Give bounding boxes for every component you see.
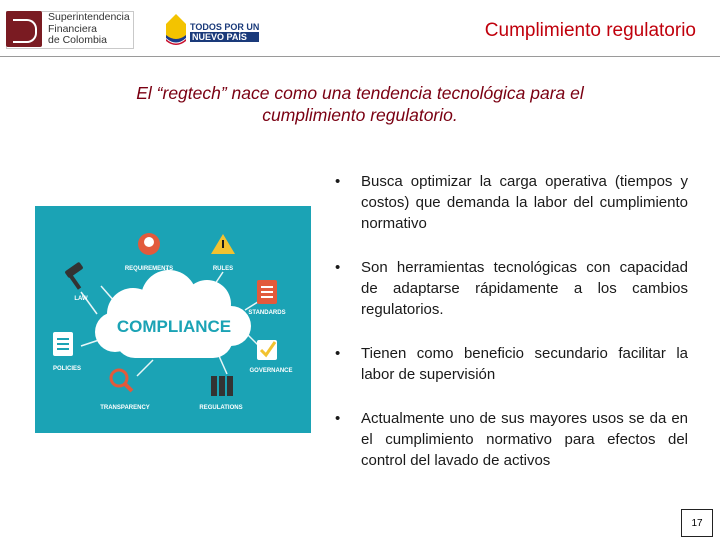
superintendencia-logo (6, 11, 134, 49)
logo-line: TODOS POR UN (190, 22, 260, 32)
policies-document-icon (53, 332, 73, 356)
governance-checkbox-icon (257, 340, 277, 360)
law-gavel-icon (64, 262, 83, 290)
governance-label: GOVERNANCE (249, 368, 293, 374)
compliance-label: COMPLIANCE (116, 317, 232, 336)
compliance-diagram (35, 206, 311, 433)
transparency-label: TRANSPARENCY (100, 405, 150, 411)
standards-clipboard-icon (257, 280, 277, 304)
colombia-flag-icon (162, 11, 190, 49)
rules-label: RULES (212, 266, 234, 272)
law-label: LAW (74, 296, 88, 302)
bullet-text: Actualmente uno de sus mayores usos se da en el cumplimiento normativo para efectos del control del lavado de activos (361, 410, 688, 469)
bullet-item (335, 343, 688, 385)
bullet-marker: • (335, 410, 341, 427)
bullet-marker: • (335, 173, 341, 190)
logo-line: Superintendencia (48, 11, 130, 23)
regulations-label: REGULATIONS (199, 405, 243, 411)
rules-warning-icon (211, 234, 235, 254)
bullet-item (335, 171, 688, 234)
slide-title: Cumplimiento regulatorio (484, 20, 696, 41)
bullet-item (335, 408, 688, 471)
requirements-label: REQUIREMENTS (124, 266, 174, 272)
logo-line: de Colombia (48, 34, 107, 46)
policies-label: POLICIES (52, 366, 82, 372)
page-number: 17 (681, 509, 713, 537)
regulations-binders-icon (211, 376, 233, 396)
bullet-marker: • (335, 345, 341, 362)
subtitle-line: cumplimiento regulatorio. (262, 105, 458, 125)
slide-subtitle (60, 82, 660, 126)
header-divider (0, 56, 720, 57)
bullet-list (335, 171, 688, 494)
requirements-icon (138, 233, 160, 255)
standards-label: STANDARDS (248, 310, 286, 316)
bullet-marker: • (335, 259, 341, 276)
bullet-text: Son herramientas tecnológicas con capacidad de adaptarse rápidamente a los cambios regulatorios. (361, 259, 688, 318)
compliance-cloud (95, 270, 251, 358)
logo-line: Financiera (48, 22, 98, 35)
logo-line: NUEVO PAÍS (190, 32, 259, 42)
todos-por-un-nuevo-pais-logo (162, 11, 262, 49)
compliance-illustration (35, 206, 311, 433)
transparency-magnifier-icon (111, 370, 132, 391)
subtitle-line: El “regtech” nace como una tendencia tecnológica para el (136, 83, 584, 103)
sfc-emblem-icon (6, 11, 42, 47)
bullet-text: Busca optimizar la carga operativa (tiempos y costos) que demanda la labor del cumplimiento normativo (361, 173, 688, 232)
bullet-text: Tienen como beneficio secundario facilitar la labor de supervisión (361, 345, 688, 383)
logo-text (48, 12, 130, 47)
bullet-item (335, 257, 688, 320)
